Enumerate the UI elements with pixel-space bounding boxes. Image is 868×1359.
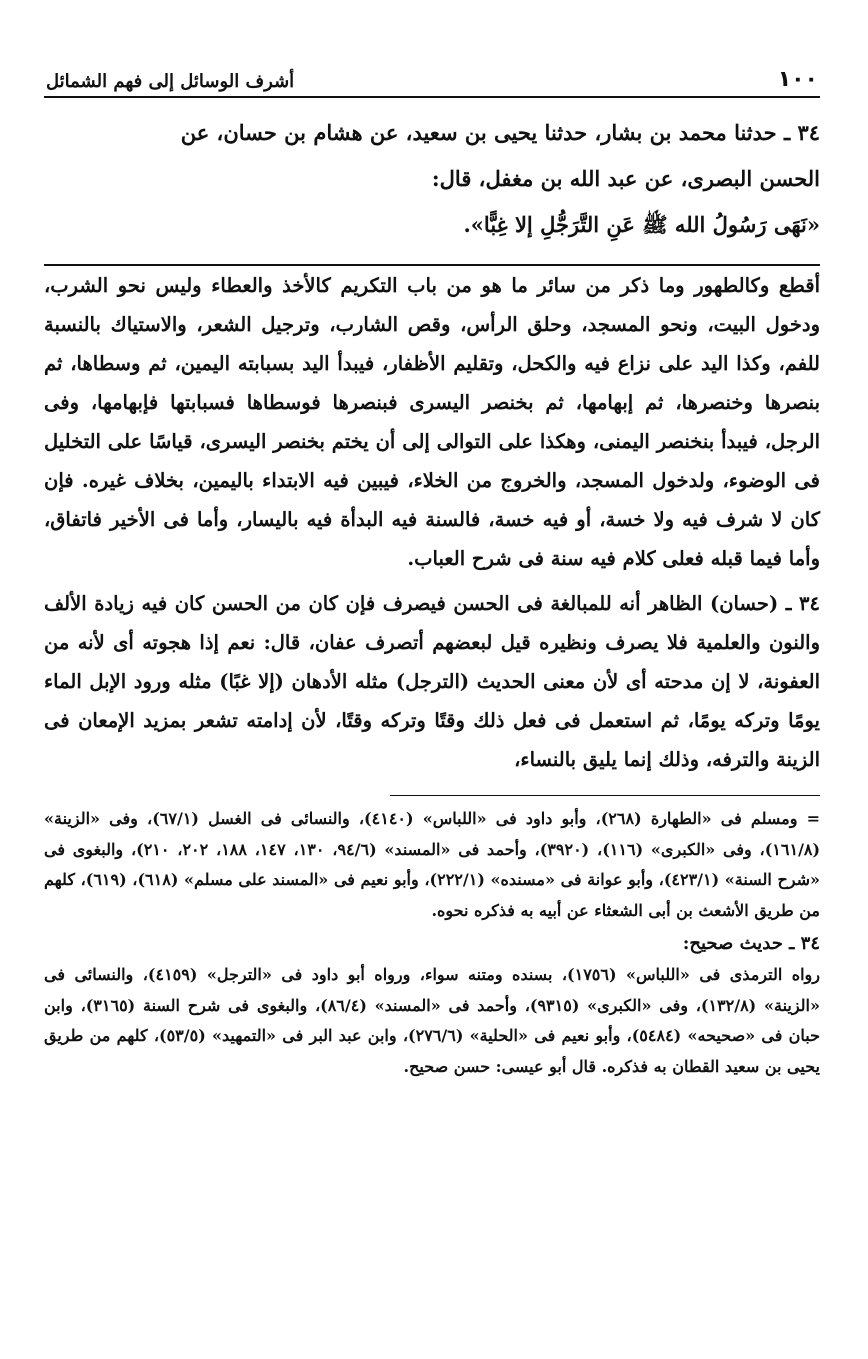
footnote-takhrij: رواه الترمذى فى «اللباس» (١٧٥٦)، بسنده ومتنه سواء، ورواه أبو داود فى «الترجل» (٤١٥٩)، والنسائى فى «الزينة» (١٣٢/٨)، وفى «الكبرى» (٩٣١٥)، وأحمد فى «المسند» (٨٦/٤)، والبغوى فى شرح السنة (٣١٦٥)، وابن حبان فى «صحيحه» (٥٤٨٤)، وأبو نعيم فى «الحلية» (٢٧٦/٦)، وابن عبد البر فى «التمهيد» (٥٣/٥)، كلهم من طريق يحيى بن سعيد القطان به فذكره. قال أبو عيسى: حسن صحيح. [44, 965, 821, 1076]
page-number: ١٠٠ [777, 67, 818, 92]
commentary [44, 266, 820, 779]
footnotes [44, 804, 820, 1082]
hadith-matn: «نَهَى رَسُولُ الله ﷺ عَنِ التَّرَجُّلِ إلا غِبًّا». [463, 212, 820, 237]
book-title: أشرف الوسائل إلى فهم الشمائل [46, 71, 295, 92]
hadith-text [44, 110, 820, 248]
commentary-paragraph-2: ٣٤ ـ (حسان) الظاهر أنه للمبالغة فى الحسن فيصرف فإن كان من الحسن كان فيه زيادة الألف والنون والعلمية فلا يصرف ونظيره قيل لبعضهم أتصرف عفان، قال: نعم إذا هجوته أى لأنه من العفونة، لا إن مدحته أى لأن معنى الحديث (الترجل) مثله الأدهان (إلا غبًا) مثله ورود الإبل الماء يومًا وتركه يومًا، ثم استعمل فى فعل ذلك وقتًا وتركه وقتًا، لأن إدامته تشعر بمزيد الإمعان فى الزينة والترفه، وذلك إنما يليق بالنساء، [44, 592, 820, 771]
running-header [44, 62, 820, 98]
footnote-divider [390, 795, 820, 796]
commentary-paragraph-1: أقطع وكالطهور وما ذكر من سائر ما هو من باب التكريم كالأخذ والعطاء وليس نحو الشرب، ودخول البيت، ونحو المسجد، وحلق الرأس، وقص الشارب، وترجيل الشعر، والاستياك بالنسبة للفم، وكذا اليد على نزاع فيه والكحل، وتقليم الأظفار، فيبدأ اليد بسبابته اليمين، ثم وسطاها، ثم بنصرها وخنصرها، ثم إبهامها، ثم بخنصر اليسرى فبنصرها فوسطاها فسبابتها فإبهامها، وفى الرجل، فيبدأ بنخنصر اليمنى، وهكذا على التوالى إلى أن يختم بخنصر اليسرى، قياسًا على التخليل فى الوضوء، ولدخول المسجد، والخروج من الخلاء، فيبين فيه الابتداء باليمين، بخلاف غيره. فإن كان لا شرف فيه ولا خسة، أو فيه خسة، فالسنة فيه البدأة فيه باليسار، وأما فى الأخير فاتفاق، وأما فيما قبله فعلى كلام فيه سنة فى شرح العباب. [44, 274, 820, 570]
hadith-isnad-line-1: ٣٤ ـ حدثنا محمد بن بشار، حدثنا يحيى بن سعيد، عن هشام بن حسان، عن [180, 120, 820, 145]
hadith-isnad-line-2: الحسن البصرى، عن عبد الله بن مغفل، قال: [431, 166, 820, 191]
footnote-continuation: = ومسلم فى «الطهارة (٢٦٨)، وأبو داود فى «اللباس» (٤١٤٠)، والنسائى فى الغسل (٦٧/١)، وفى «الزينة» (١٦١/٨)، وفى «الكبرى» (١١٦)، (٣٩٢٠)، وأحمد فى «المسند» (٩٤/٦، ١٣٠، ١٤٧، ١٨٨، ٢٠٢، ٢١٠)، والبغوى فى «شرح السنة» (٤٢٣/١)، وأبو عوانة فى «مسنده» (٢٢٢/١)، وأبو نعيم فى «المسند على مسلم» (٦١٨)، (٦١٩)، كلهم من طريق الأشعث بن أبى الشعثاء عن أبيه به فذكره نحوه. [44, 809, 821, 920]
footnote-heading: ٣٤ ـ حديث صحيح: [682, 933, 820, 954]
